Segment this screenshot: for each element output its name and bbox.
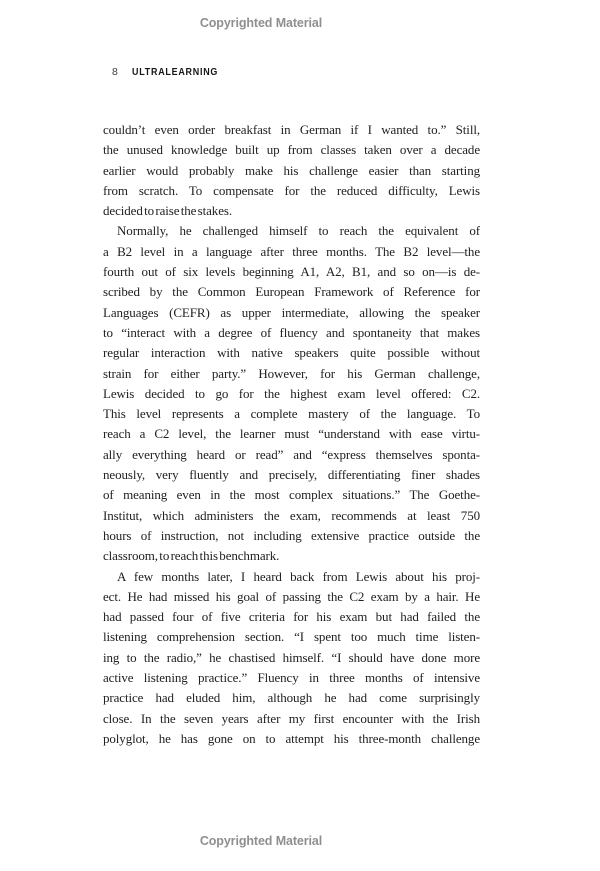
- body-line: This level represents a complete mastery of the language. To: [103, 406, 480, 422]
- body-line: ing to the radio,” he chastised himself. “I should have done more: [103, 649, 480, 665]
- body-line: active listening practice.” Fluency in three months of intensive: [103, 670, 480, 686]
- body-line: Lewis decided to go for the highest exam level offered: C2.: [103, 385, 480, 401]
- copyright-notice-top: Copyrighted Material: [199, 16, 323, 30]
- body-line: the unused knowledge built up from classes taken over a decade: [103, 142, 480, 158]
- body-line: practice had eluded him, although he had come surprisingly: [103, 690, 480, 706]
- body-line: earlier would probably make his challenge easier than starting: [103, 162, 480, 178]
- body-line: ect. He had missed his goal of passing the C2 exam by a hair. He: [103, 588, 480, 604]
- copyright-notice-bottom: Copyrighted Material: [199, 834, 323, 848]
- body-text: [103, 120, 480, 749]
- body-line: Institut, which administers the exam, recommends at least 750: [103, 507, 480, 523]
- running-header: [112, 66, 233, 78]
- body-line: reach a C2 level, the learner must “understand with ease virtu-: [103, 426, 480, 442]
- body-line: decided to raise the stakes.: [103, 203, 232, 219]
- body-line: a B2 level in a language after three months. The B2 level—the: [103, 243, 480, 259]
- running-title: ULTRALEARNING: [132, 66, 219, 78]
- body-line: to “interact with a degree of fluency and spontaneity that makes: [103, 324, 480, 340]
- body-line: hours of instruction, not including extensive practice outside the: [103, 527, 480, 543]
- body-line: couldn’t even order breakfast in German if I wanted to.” Still,: [103, 122, 480, 137]
- body-line: of meaning even in the most complex situations.” The Goethe-: [103, 487, 480, 503]
- body-line: scribed by the Common European Framework of Reference for: [103, 284, 480, 300]
- body-line: listening comprehension section. “I spent too much time listen-: [103, 629, 480, 645]
- page-number: 8: [112, 66, 118, 78]
- body-line: fourth out of six levels beginning A1, A2, B1, and so on—is de-: [103, 264, 480, 280]
- body-line: neously, very fluently and precisely, differentiating finer shades: [103, 467, 480, 483]
- body-line: from scratch. To compensate for the reduced difficulty, Lewis: [103, 182, 480, 198]
- body-line: Languages (CEFR) as upper intermediate, allowing the speaker: [103, 304, 480, 320]
- body-line: Normally, he challenged himself to reach the equivalent of: [117, 223, 480, 239]
- body-line: A few months later, I heard back from Lewis about his proj-: [117, 568, 480, 584]
- body-line: polyglot, he has gone on to attempt his three-month challenge: [103, 730, 480, 746]
- body-line: had passed four of five criteria for his exam but had failed the: [103, 609, 480, 625]
- body-line: ally everything heard or read” and “express themselves sponta-: [103, 446, 480, 462]
- body-line: classroom, to reach this benchmark.: [103, 548, 280, 564]
- body-line: close. In the seven years after my first encounter with the Irish: [103, 710, 480, 726]
- body-line: strain for either party.” However, for his German challenge,: [103, 365, 480, 381]
- body-line: regular interaction with native speakers quite possible without: [103, 345, 480, 361]
